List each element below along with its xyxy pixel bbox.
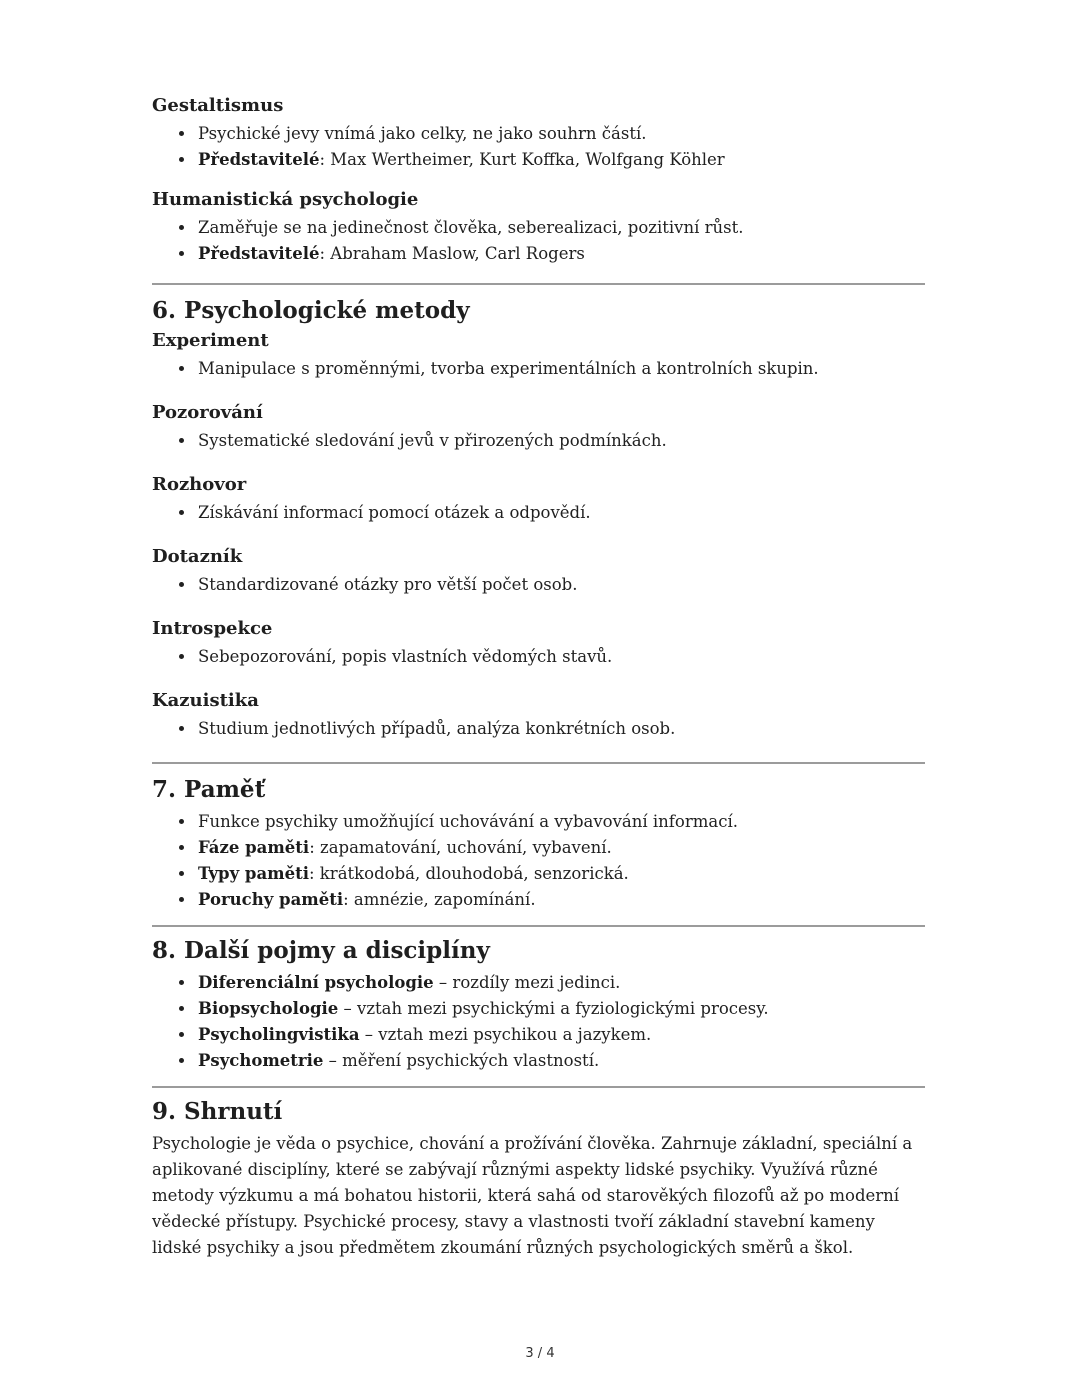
- list-item: [196, 215, 925, 241]
- bullet-text: Studium jednotlivých případů, analýza konkrétních osob.: [198, 719, 676, 738]
- section-heading-psychologicke-metody: 6. Psychologické metody: [152, 297, 470, 324]
- bullet-bold-label: Psychometrie: [198, 1051, 324, 1070]
- bullet-text: Standardizované otázky pro větší počet osob.: [198, 575, 578, 594]
- bullet-text: Manipulace s proměnnými, tvorba experimentálních a kontrolních skupin.: [198, 359, 819, 378]
- bullet-text: : krátkodobá, dlouhodobá, senzorická.: [309, 864, 629, 883]
- list-item: [196, 428, 925, 454]
- bullet-list-pamet: [152, 809, 925, 913]
- bullet-text: Získávání informací pomocí otázek a odpovědí.: [198, 503, 591, 522]
- bullet-bold-label: Diferenciální psychologie: [198, 973, 434, 992]
- bullet-list-kazuistika: [152, 716, 925, 742]
- bullet-text: Sebepozorování, popis vlastních vědomých stavů.: [198, 647, 613, 666]
- list-item: [196, 121, 925, 147]
- bullet-list-dotaznik: [152, 572, 925, 598]
- bullet-text: – vztah mezi psychickými a fyziologickými procesy.: [338, 999, 769, 1018]
- bullet-text: : Max Wertheimer, Kurt Koffka, Wolfgang Köhler: [319, 150, 725, 169]
- subsection-heading-rozhovor: Rozhovor: [152, 474, 247, 495]
- section-heading-pamet: 7. Paměť: [152, 776, 266, 803]
- list-item: [196, 356, 925, 382]
- list-item: [196, 644, 925, 670]
- bullet-list-humanisticka: [152, 215, 925, 267]
- bullet-list-gestaltismus: [152, 121, 925, 173]
- section-divider: [152, 283, 925, 285]
- bullet-bold-label: Biopsychologie: [198, 999, 339, 1018]
- subsection-heading-introspekce: Introspekce: [152, 618, 273, 639]
- bullet-list-experiment: [152, 356, 925, 382]
- bullet-bold-label: Představitelé: [198, 150, 320, 169]
- list-item: [196, 716, 925, 742]
- page-number-indicator: 3 / 4: [525, 1346, 555, 1361]
- document-content: [152, 95, 925, 1261]
- bullet-bold-label: Představitelé: [198, 244, 320, 263]
- subsection-heading-gestaltismus: Gestaltismus: [152, 95, 284, 116]
- bullet-text: Funkce psychiky umožňující uchovávání a vybavování informací.: [198, 812, 738, 831]
- bullet-bold-label: Psycholingvistika: [198, 1025, 360, 1044]
- list-item: [196, 500, 925, 526]
- list-item: [196, 996, 925, 1022]
- section-divider: [152, 925, 925, 927]
- bullet-bold-label: Fáze paměti: [198, 838, 310, 857]
- bullet-text: – měření psychických vlastností.: [323, 1051, 600, 1070]
- bullet-text: : amnézie, zapomínání.: [343, 890, 536, 909]
- bullet-list-dalsi-pojmy: [152, 970, 925, 1074]
- section-divider: [152, 1086, 925, 1088]
- list-item: [196, 887, 925, 913]
- bullet-list-pozorovani: [152, 428, 925, 454]
- bullet-text: Systematické sledování jevů v přirozených podmínkách.: [198, 431, 667, 450]
- list-item: [196, 1022, 925, 1048]
- bullet-list-introspekce: [152, 644, 925, 670]
- subsection-heading-dotaznik: Dotazník: [152, 546, 243, 567]
- section-heading-dalsi-pojmy: 8. Další pojmy a disciplíny: [152, 937, 490, 964]
- list-item: [196, 147, 925, 173]
- subsection-heading-kazuistika: Kazuistika: [152, 690, 259, 711]
- list-item: [196, 572, 925, 598]
- section-heading-shrnuti: 9. Shrnutí: [152, 1098, 283, 1125]
- subsection-heading-pozorovani: Pozorování: [152, 402, 263, 423]
- list-item: [196, 1048, 925, 1074]
- subsection-heading-humanisticka-psychologie: Humanistická psychologie: [152, 189, 419, 210]
- summary-paragraph: Psychologie je věda o psychice, chování a prožívání člověka. Zahrnuje základní, speciální a aplikované disciplíny, které se zabývají různými aspekty lidské psychiky. Využívá různé metody výzkumu a má bohatou historii, která sahá od starověkých filozofů až po moderní vědecké přístupy. Psychické procesy, stavy a vlastnosti tvoří základní stavební kameny lidské psychiky a jsou předmětem zkoumání různých psychologických směrů a škol.: [152, 1134, 913, 1257]
- bullet-bold-label: Poruchy paměti: [198, 890, 344, 909]
- list-item: [196, 861, 925, 887]
- bullet-text: Zaměřuje se na jedinečnost člověka, seberealizaci, pozitivní růst.: [198, 218, 744, 237]
- bullet-text: : Abraham Maslow, Carl Rogers: [319, 244, 585, 263]
- list-item: [196, 835, 925, 861]
- list-item: [196, 241, 925, 267]
- bullet-text: – rozdíly mezi jedinci.: [433, 973, 621, 992]
- list-item: [196, 970, 925, 996]
- bullet-text: : zapamatování, uchování, vybavení.: [309, 838, 612, 857]
- bullet-text: Psychické jevy vnímá jako celky, ne jako souhrn částí.: [198, 124, 647, 143]
- section-divider: [152, 762, 925, 764]
- list-item: [196, 809, 925, 835]
- bullet-text: – vztah mezi psychikou a jazykem.: [359, 1025, 652, 1044]
- bullet-bold-label: Typy paměti: [198, 864, 309, 883]
- bullet-list-rozhovor: [152, 500, 925, 526]
- subsection-heading-experiment: Experiment: [152, 330, 269, 351]
